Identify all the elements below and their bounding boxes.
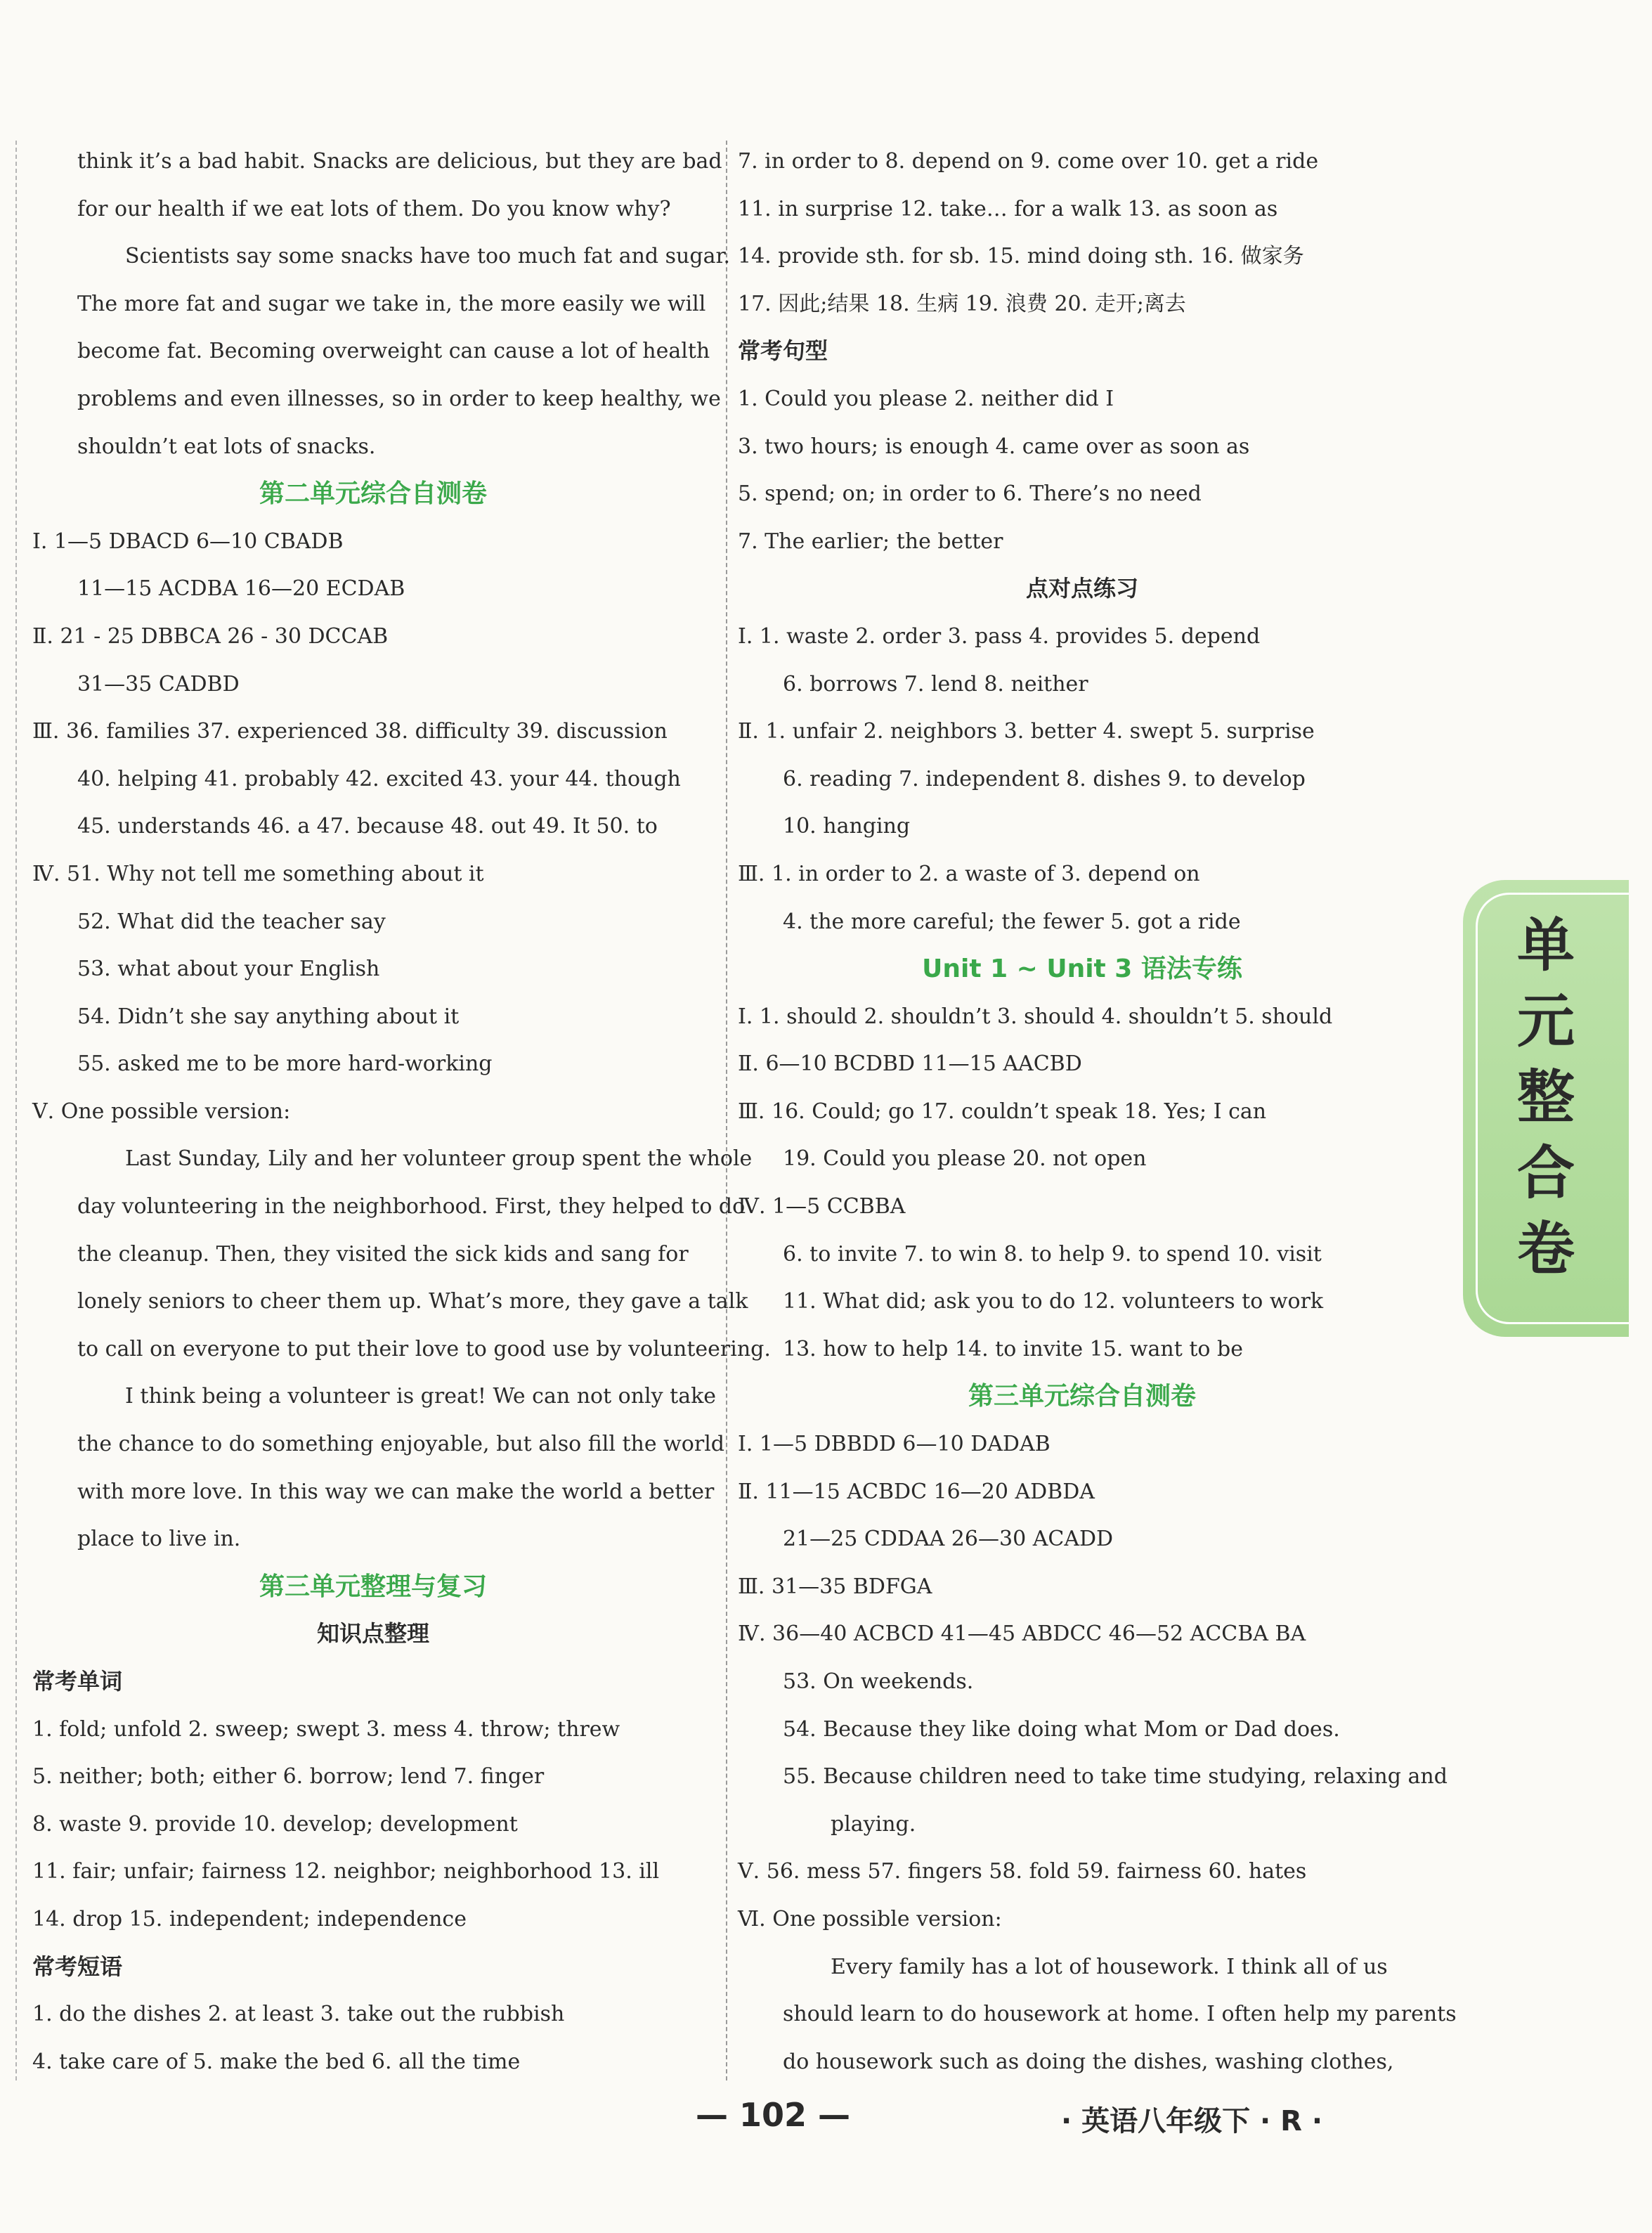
sentence-line: 3. two hours; is enough 4. came over as soon as xyxy=(738,434,1250,459)
phrases-line: 11. in surprise 12. take… for a walk 13. as soon as xyxy=(738,196,1278,221)
answer-line: 11—15 ACDBA 16—20 ECDAB xyxy=(77,576,405,602)
answer-line: Ⅴ. 56. mess 57. fingers 58. fold 59. fairness 60. hates xyxy=(738,1859,1307,1884)
essay-line: place to live in. xyxy=(77,1527,241,1552)
answer-line: 53. what about your English xyxy=(77,957,380,982)
answer-line: 11. What did; ask you to do 12. volunteers to work xyxy=(783,1289,1324,1314)
essay-line: to call on everyone to put their love to good use by volunteering. xyxy=(77,1336,771,1361)
answer-line: 21—25 CDDAA 26—30 ACADD xyxy=(783,1527,1114,1552)
answer-line: 31—35 CADBD xyxy=(77,671,240,697)
essay-line: lonely seniors to cheer them up. What’s more, they gave a talk xyxy=(77,1289,748,1314)
sentences-heading: 常考句型 xyxy=(738,337,828,365)
answer-line: 52. What did the teacher say xyxy=(77,909,386,934)
answer-line: Ⅱ. 21 - 25 DBBCA 26 - 30 DCCAB xyxy=(32,623,389,649)
knowledge-title: 知识点整理 xyxy=(316,1620,429,1648)
unit3-test-title: 第三单元综合自测卷 xyxy=(968,1382,1196,1411)
answer-line: 19. Could you please 20. not open xyxy=(783,1146,1147,1172)
answer-line: Ⅳ. 36—40 ACBCD 41—45 ABDCC 46—52 ACCBA BA xyxy=(738,1622,1306,1647)
answer-line: Ⅵ. One possible version: xyxy=(738,1906,1002,1931)
tab-label-char: 整 xyxy=(1516,1064,1575,1131)
answer-line: 55. asked me to be more hard-working xyxy=(77,1051,493,1077)
essay-line: shouldn’t eat lots of snacks. xyxy=(77,434,376,459)
unit2-test-title: 第二单元综合自测卷 xyxy=(259,479,487,509)
essay-line: problems and even illnesses, so in order to keep healthy, we xyxy=(77,386,721,411)
phrases-line: 7. in order to 8. depend on 9. come over 10. get a ride xyxy=(738,149,1319,174)
answer-line: Ⅲ. 16. Could; go 17. couldn’t speak 18. Yes; I can xyxy=(738,1099,1267,1124)
sentence-line: 5. spend; on; in order to 6. There’s no need xyxy=(738,481,1202,507)
answer-line: 6. borrows 7. lend 8. neither xyxy=(783,671,1088,697)
answer-line: Ⅰ. 1. waste 2. order 3. pass 4. provides 5. depend xyxy=(738,623,1261,649)
answer-line: Ⅰ. 1—5 DBACD 6—10 CBADB xyxy=(32,529,344,554)
words-line: 5. neither; both; either 6. borrow; lend 7. finger xyxy=(32,1764,545,1789)
answer-line: 6. to invite 7. to win 8. to help 9. to spend 10. visit xyxy=(783,1241,1322,1267)
answer-line: 54. Because they like doing what Mom or Dad does. xyxy=(783,1716,1340,1742)
essay-line: Last Sunday, Lily and her volunteer group spent the whole xyxy=(125,1146,753,1172)
practice-title: 点对点练习 xyxy=(1025,575,1138,602)
phrases-line: 17. 因此;结果 18. 生病 19. 浪费 20. 走开;离去 xyxy=(738,291,1186,316)
left-column xyxy=(32,138,771,2085)
answer-line: 13. how to help 14. to invite 15. want to be xyxy=(783,1336,1243,1361)
tab-label-char: 合 xyxy=(1516,1140,1575,1207)
essay-line: Every family has a lot of housework. I think all of us xyxy=(831,1954,1388,1979)
essay-line: the cleanup. Then, they visited the sick kids and sang for xyxy=(77,1241,689,1267)
answer-line: Ⅳ. 1—5 CCBBA xyxy=(738,1194,906,1219)
essay-line: The more fat and sugar we take in, the more easily we will xyxy=(77,291,706,316)
tab-label-char: 元 xyxy=(1516,988,1575,1055)
grammar-title: Unit 1 ~ Unit 3 语法专练 xyxy=(922,954,1242,984)
book-label: · 英语八年级下 · R · xyxy=(1061,2105,1323,2137)
answer-line: 53. On weekends. xyxy=(783,1669,974,1694)
answer-line: 4. the more careful; the fewer 5. got a ride xyxy=(783,909,1241,934)
answer-line: Ⅳ. 51. Why not tell me something about it xyxy=(32,861,484,886)
essay-line: should learn to do housework at home. I often help my parents xyxy=(783,2002,1457,2027)
essay-line: Scientists say some snacks have too much fat and sugar. xyxy=(125,244,731,269)
essay-line: think it’s a bad habit. Snacks are delicious, but they are bad xyxy=(77,149,722,174)
section-side-tab xyxy=(1463,880,1629,1337)
tab-label-char: 卷 xyxy=(1516,1216,1575,1283)
answer-line: 10. hanging xyxy=(783,814,911,839)
answer-line: Ⅲ. 1. in order to 2. a waste of 3. depend on xyxy=(738,861,1200,886)
essay-line: do housework such as doing the dishes, washing clothes, xyxy=(783,2049,1394,2074)
answer-line: 55. Because children need to take time studying, relaxing and xyxy=(783,1764,1448,1789)
right-column xyxy=(738,138,1457,2085)
answer-line: Ⅲ. 36. families 37. experienced 38. difficulty 39. discussion xyxy=(32,719,668,744)
answer-line: playing. xyxy=(831,1811,916,1837)
answer-line: 45. understands 46. a 47. because 48. out 49. It 50. to xyxy=(77,814,658,839)
answer-line: Ⅱ. 6—10 BCDBD 11—15 AACBD xyxy=(738,1051,1082,1077)
answer-line: Ⅰ. 1—5 DBBDD 6—10 DADAB xyxy=(738,1432,1051,1457)
phrases-heading: 常考短语 xyxy=(32,1953,123,1980)
phrases-line: 4. take care of 5. make the bed 6. all the time xyxy=(32,2049,521,2074)
sentence-line: 1. Could you please 2. neither did I xyxy=(738,386,1114,411)
tab-label xyxy=(1463,908,1629,1288)
sentence-line: 7. The earlier; the better xyxy=(738,529,1003,554)
words-heading: 常考单词 xyxy=(32,1668,123,1695)
tab-label-char: 单 xyxy=(1516,912,1575,979)
answer-line: 54. Didn’t she say anything about it xyxy=(77,1004,460,1029)
answer-line: Ⅲ. 31—35 BDFGA xyxy=(738,1574,932,1599)
answer-line: Ⅱ. 11—15 ACBDC 16—20 ADBDA xyxy=(738,1479,1095,1504)
words-line: 11. fair; unfair; fairness 12. neighbor; neighborhood 13. ill xyxy=(32,1859,660,1884)
essay-line: with more love. In this way we can make the world a better xyxy=(77,1479,715,1504)
answer-line: Ⅴ. One possible version: xyxy=(32,1099,291,1124)
phrases-line: 14. provide sth. for sb. 15. mind doing sth. 16. 做家务 xyxy=(738,244,1304,269)
answer-line: Ⅰ. 1. should 2. shouldn’t 3. should 4. shouldn’t 5. should xyxy=(738,1004,1333,1029)
answer-line: 40. helping 41. probably 42. excited 43. your 44. though xyxy=(77,766,681,791)
essay-line: I think being a volunteer is great! We can not only take xyxy=(125,1384,717,1409)
essay-line: become fat. Becoming overweight can cause a lot of health xyxy=(77,339,710,364)
words-line: 8. waste 9. provide 10. develop; development xyxy=(32,1811,518,1837)
left-edge-rule xyxy=(15,141,17,2080)
answer-line: 6. reading 7. independent 8. dishes 9. to develop xyxy=(783,766,1306,791)
essay-line: day volunteering in the neighborhood. First, they helped to do xyxy=(77,1194,746,1219)
essay-line: for our health if we eat lots of them. Do you know why? xyxy=(77,196,671,221)
words-line: 14. drop 15. independent; independence xyxy=(32,1906,467,1931)
words-line: 1. fold; unfold 2. sweep; swept 3. mess 4. throw; threw xyxy=(32,1716,620,1742)
essay-line: the chance to do something enjoyable, but also fill the world xyxy=(77,1432,725,1457)
phrases-line: 1. do the dishes 2. at least 3. take out the rubbish xyxy=(32,2002,565,2027)
answer-line: Ⅱ. 1. unfair 2. neighbors 3. better 4. swept 5. surprise xyxy=(738,719,1315,744)
page-number: — 102 — xyxy=(695,2096,851,2134)
column-divider xyxy=(726,141,727,2080)
unit3-review-title: 第三单元整理与复习 xyxy=(259,1572,487,1601)
